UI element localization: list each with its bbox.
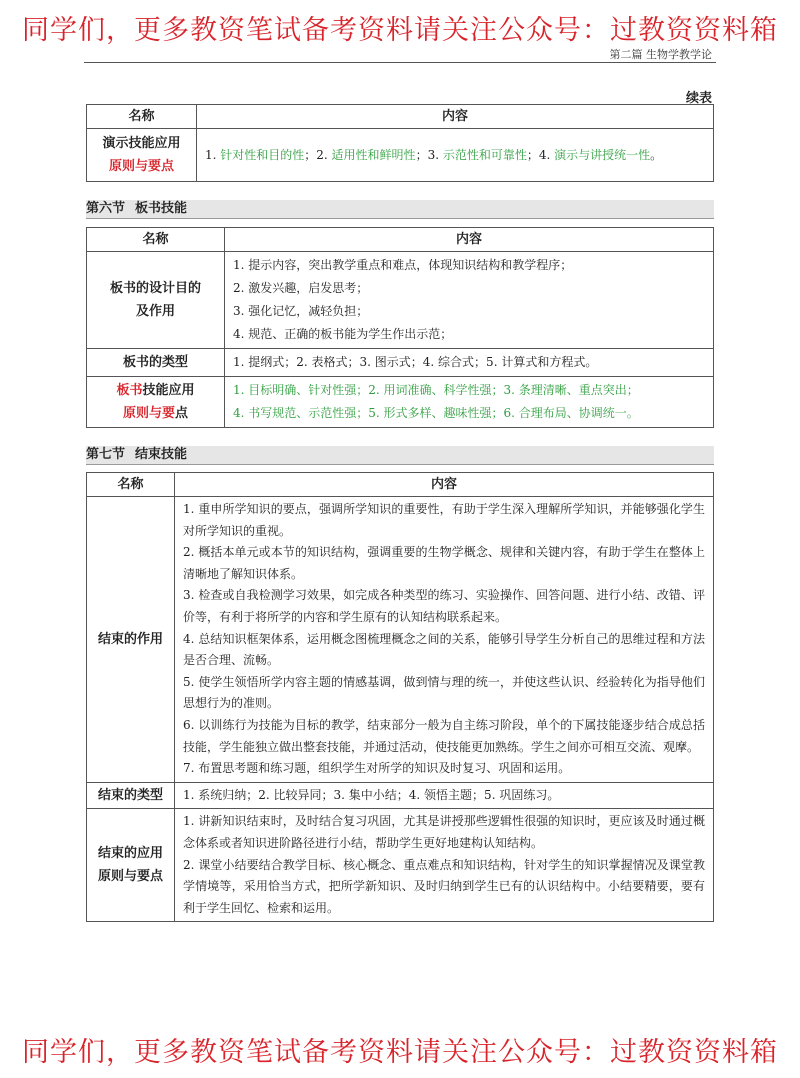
item-num: 1. (205, 147, 221, 162)
row-content (197, 129, 714, 182)
content-line: 1. 提示内容，突出教学重点和难点，体现知识结构和教学程序； (233, 258, 573, 272)
section-heading-6 (86, 200, 714, 219)
row-name-line (88, 402, 223, 425)
item-num: ；4. (526, 147, 555, 162)
section-heading-7 (86, 446, 714, 465)
header-content: 内容 (175, 473, 714, 497)
content-line: 4. 规范、正确的板书能为学生作出示范； (233, 327, 453, 341)
row-content: 1. 系统归纳；2. 比较异同；3. 集中小结；4. 领悟主题；5. 巩固练习。 (175, 782, 714, 809)
header-content: 内容 (225, 228, 714, 252)
content-paragraph: 1. 重申所学知识的要点，强调所学知识的重要性，有助于学生深入理解所学知识，并能够强化学生对所学知识的重视。 (183, 502, 705, 538)
row-name-line: 原则与要点 (97, 869, 163, 885)
content-paragraph: 2. 概括本单元或本节的知识结构，强调重要的生物学概念、规律和关键内容，有助于学生在整体上清晰地了解知识体系。 (183, 545, 705, 581)
table-row (87, 497, 714, 783)
continuation-label: 续表 (685, 91, 712, 106)
content-line: 1. 目标明确、针对性强；2. 用词准确、科学性强；3. 条理清晰、重点突出； (233, 383, 639, 397)
row-name: 结束的作用 (87, 497, 175, 783)
row-content (225, 252, 714, 349)
table-header-row (87, 228, 714, 252)
content-paragraph: 2. 课堂小结要结合教学目标、核心概念、重点难点和知识结构，针对学生的知识掌握情况及课堂教学情境等，采用恰当方式，把所学新知识、及时归纳到学生已有的认识结构中。小结要精要，要有利于学生回忆、检索和运用。 (183, 857, 705, 915)
content-paragraph: 1. 讲新知识结束时，及时结合复习巩固，尤其是讲授那些逻辑性很强的知识时，更应该及时通过概念体系或者知识进阶路径进行小结，帮助学生更好地建构认知结构。 (183, 814, 705, 850)
table-row (87, 809, 714, 922)
item-num: ；3. (415, 147, 443, 162)
row-name-line: 结束的应用 (97, 846, 163, 862)
name-part-red: 板书 (116, 383, 143, 398)
row-name (87, 377, 225, 428)
row-name-line: 板书的设计目的 (109, 281, 201, 296)
row-name: 结束的类型 (87, 782, 175, 809)
table-row (87, 252, 714, 349)
demo-skill-table (86, 104, 714, 182)
closing-skill-table (86, 472, 714, 922)
table-header-row (87, 473, 714, 497)
blackboard-skill-table (86, 227, 714, 428)
section-title: 结束技能 (135, 447, 188, 462)
content-line: 2. 激发兴趣，启发思考； (233, 281, 369, 295)
promo-banner-bottom: 同学们，更多教资笔试备考资料请关注公众号：过教资资料箱 (22, 1037, 778, 1068)
row-name-line (88, 379, 223, 402)
row-name-line: 及作用 (135, 304, 175, 319)
row-name (87, 809, 175, 922)
content-paragraph: 6. 以训练行为技能为目标的教学，结束部分一般为自主练习阶段，单个的下属技能逐步结合成总括技能，学生能独立做出整套技能，并通过活动，使技能更加熟练。学生之间亦可相互交流、观摩。 (183, 717, 705, 754)
table-row (87, 129, 714, 182)
content-paragraph: 5. 使学生领悟所学内容主题的情感基调，做到情与理的统一，并使这些认识、经验转化为指导他们思想行为的准则。 (183, 674, 705, 711)
content-paragraph: 3. 检查或自我检测学习效果，如完成各种类型的练习、实验操作、回答问题、进行小结、改错、评价等，有利于将所学的内容和学生原有的认知结构联系起来。 (183, 588, 705, 624)
header-name: 名称 (87, 473, 175, 497)
item-text: 针对性和目的性 (220, 147, 305, 162)
content-paragraph: 4. 总结知识框架体系，运用概念图梳理概念之间的关系，能够引导学生分析自己的思维过程和方法是否合理、流畅。 (183, 631, 705, 668)
row-content: 1. 提纲式；2. 表格式；3. 图示式；4. 综合式；5. 计算式和方程式。 (225, 349, 714, 377)
item-num: ；2. (304, 147, 332, 162)
item-text: 适用性和鲜明性 (331, 147, 416, 162)
row-name (87, 129, 197, 182)
section-number: 第七节 (86, 447, 126, 462)
section-title: 板书技能 (135, 201, 188, 216)
name-part-red: 原则与要 (122, 406, 175, 421)
content-paragraph: 7. 布置思考题和练习题，组织学生对所学的知识及时复习、巩固和运用。 (183, 761, 571, 776)
section-number: 第六节 (86, 201, 126, 216)
item-text: 示范性和可靠性 (442, 147, 527, 162)
content-line: 3. 强化记忆，减轻负担； (233, 304, 369, 318)
row-name: 板书的类型 (87, 349, 225, 377)
row-name-line: 原则与要点 (108, 159, 174, 174)
row-content (175, 809, 714, 922)
name-part: 技能应用 (142, 383, 195, 398)
table-header-row (87, 105, 714, 129)
item-text: 演示与讲授统一性 (554, 147, 651, 162)
table-row (87, 349, 714, 377)
item-num: 。 (650, 147, 663, 162)
promo-banner-top: 同学们，更多教资笔试备考资料请关注公众号：过教资资料箱 (22, 15, 778, 46)
row-content (175, 497, 714, 783)
row-name-line: 演示技能应用 (102, 136, 181, 151)
row-content (225, 377, 714, 428)
name-part: 点 (175, 406, 189, 421)
header-name: 名称 (87, 105, 197, 129)
running-head: 第二篇 生物学教学论 (609, 48, 712, 61)
content-line: 4. 书写规范、示范性强；5. 形式多样、趣味性强；6. 合理布局、协调统一。 (233, 406, 639, 420)
row-name (87, 252, 225, 349)
header-content: 内容 (197, 105, 714, 129)
header-name: 名称 (87, 228, 225, 252)
header-rule (84, 62, 716, 63)
table-row (87, 377, 714, 428)
table-row (87, 782, 714, 809)
